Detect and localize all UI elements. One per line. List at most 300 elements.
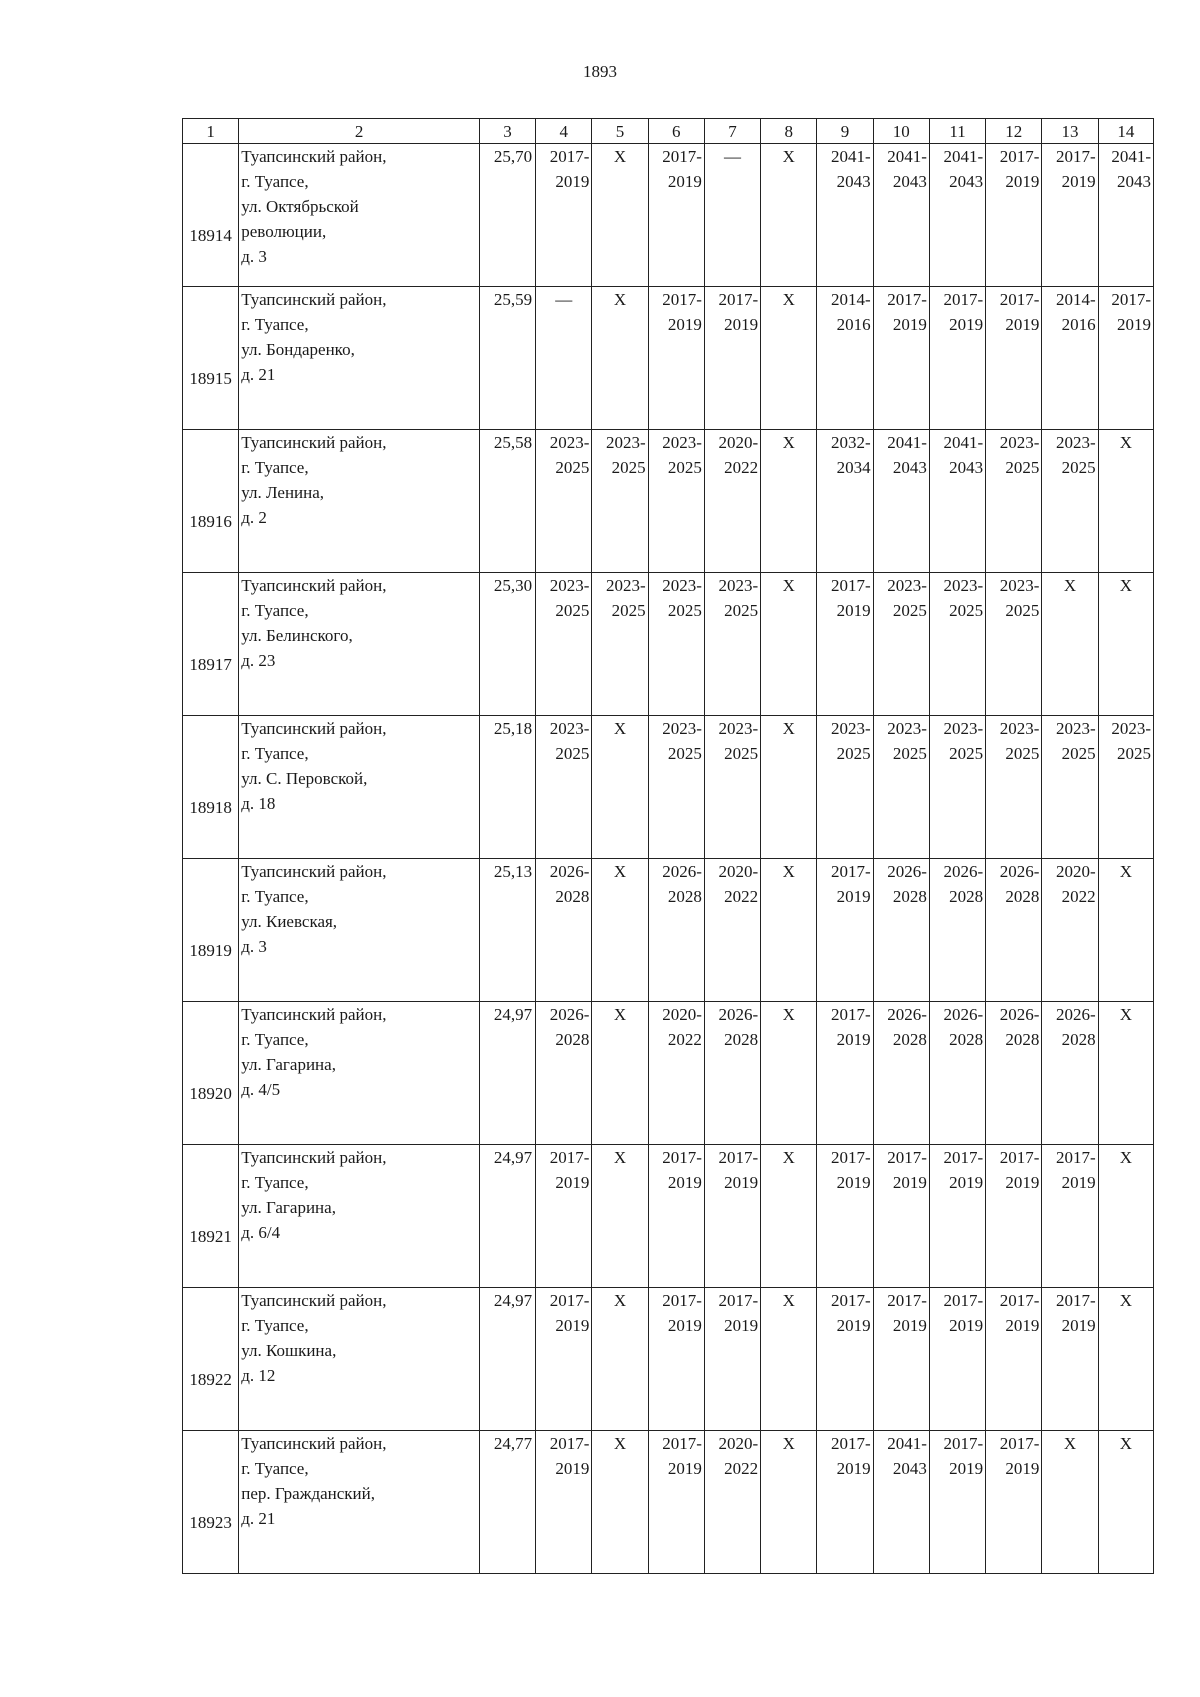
mark-cell: Х — [1098, 1145, 1153, 1288]
value-cell: 24,97 — [479, 1002, 535, 1145]
period-part: 2017- — [887, 1291, 927, 1310]
period-cell — [648, 287, 704, 430]
table-row — [183, 430, 1154, 573]
period-part: 2019 — [836, 1173, 871, 1192]
period-part: 2023- — [549, 433, 590, 452]
period-part: 2017- — [999, 147, 1040, 166]
period-part: 2041- — [943, 433, 984, 452]
mark-cell: Х — [761, 1288, 817, 1431]
period-cell — [704, 1288, 760, 1431]
period-part: 2023- — [718, 576, 759, 595]
period-cell — [873, 1288, 929, 1431]
period-part: 2025 — [1005, 744, 1040, 763]
period-part: 2023- — [1055, 433, 1096, 452]
period-part: 2019 — [1061, 172, 1096, 191]
period-part: 2017- — [830, 1005, 871, 1024]
address-line: д. 21 — [241, 1509, 276, 1528]
address-line: Туапсинский район, — [241, 1434, 387, 1453]
table-row — [183, 1002, 1154, 1145]
period-part: 2019 — [1061, 1316, 1096, 1335]
period-part: 2026- — [549, 1005, 590, 1024]
period-part: 2043 — [949, 172, 984, 191]
period-cell — [929, 287, 985, 430]
address-line: Туапсинский район, — [241, 433, 387, 452]
period-part: 2019 — [1005, 1316, 1040, 1335]
period-part: 2019 — [1005, 1173, 1040, 1192]
period-part: 2023- — [662, 433, 702, 452]
period-part: 2023- — [718, 719, 759, 738]
period-cell — [817, 716, 873, 859]
period-cell — [536, 430, 592, 573]
period-cell — [592, 430, 648, 573]
mark-cell: Х — [761, 716, 817, 859]
record-number-cell: 18919 — [183, 859, 239, 1002]
period-part: 2032- — [830, 433, 871, 452]
mark-cell: Х — [761, 1431, 817, 1574]
period-cell — [536, 859, 592, 1002]
page-number: 1893 — [583, 62, 617, 81]
period-cell — [704, 287, 760, 430]
period-part: 2023- — [887, 576, 927, 595]
period-part: 2017- — [999, 1148, 1040, 1167]
mark-cell: Х — [1098, 859, 1153, 1002]
period-part: 2020- — [718, 1434, 759, 1453]
period-part: 2023- — [549, 576, 590, 595]
period-part: 2020- — [718, 862, 759, 881]
period-part: 2043 — [949, 458, 984, 477]
mark-cell: Х — [761, 430, 817, 573]
period-part: 2017- — [943, 1291, 984, 1310]
period-part: 2041- — [943, 147, 984, 166]
table-body — [183, 144, 1154, 1574]
record-number-cell: 18918 — [183, 716, 239, 859]
period-cell — [986, 716, 1042, 859]
period-cell — [536, 1145, 592, 1288]
period-part: 2022 — [667, 1030, 702, 1049]
period-part: 2017- — [718, 1291, 759, 1310]
period-part: 2017- — [549, 1291, 590, 1310]
period-cell — [536, 144, 592, 287]
period-part: 2016 — [836, 315, 871, 334]
period-cell — [986, 1145, 1042, 1288]
period-cell — [929, 716, 985, 859]
column-header: 9 — [817, 119, 873, 144]
mark-cell: Х — [761, 144, 817, 287]
address-line: ул. Октябрьской — [241, 197, 359, 216]
period-part: 2025 — [724, 744, 759, 763]
mark-cell: — — [704, 144, 760, 287]
period-part: 2019 — [555, 1316, 590, 1335]
mark-cell: Х — [592, 287, 648, 430]
period-part: 2017- — [830, 862, 871, 881]
address-cell — [239, 859, 480, 1002]
period-cell — [648, 1145, 704, 1288]
period-cell — [1042, 716, 1098, 859]
period-part: 2019 — [555, 1459, 590, 1478]
period-cell — [536, 716, 592, 859]
period-part: 2017- — [662, 147, 702, 166]
period-part: 2041- — [1111, 147, 1151, 166]
column-header: 7 — [704, 119, 760, 144]
period-part: 2023- — [1111, 719, 1151, 738]
period-part: 2019 — [949, 1173, 984, 1192]
period-part: 2019 — [667, 315, 702, 334]
period-cell — [536, 1431, 592, 1574]
period-part: 2017- — [830, 1148, 871, 1167]
table-row — [183, 1288, 1154, 1431]
period-cell — [536, 1288, 592, 1431]
period-part: 2016 — [1061, 315, 1096, 334]
period-part: 2017- — [662, 1434, 702, 1453]
address-line: Туапсинский район, — [241, 1148, 387, 1167]
period-cell — [648, 1431, 704, 1574]
column-header: 11 — [929, 119, 985, 144]
address-line: революции, — [241, 222, 327, 241]
period-part: 2019 — [949, 315, 984, 334]
period-part: 2020- — [662, 1005, 702, 1024]
period-part: 2017- — [830, 576, 871, 595]
record-number-cell: 18916 — [183, 430, 239, 573]
period-cell — [929, 1145, 985, 1288]
period-part: 2017- — [1055, 1148, 1096, 1167]
address-line: д. 2 — [241, 508, 267, 527]
mark-cell: Х — [1098, 1431, 1153, 1574]
mark-cell: Х — [592, 144, 648, 287]
value-cell: 24,77 — [479, 1431, 535, 1574]
period-part: 2026- — [887, 862, 927, 881]
period-cell — [986, 1288, 1042, 1431]
period-part: 2019 — [724, 315, 759, 334]
record-number-cell: 18922 — [183, 1288, 239, 1431]
value-cell: 25,18 — [479, 716, 535, 859]
period-part: 2043 — [892, 172, 927, 191]
address-line: д. 3 — [241, 247, 267, 266]
period-cell — [986, 1002, 1042, 1145]
period-part: 2028 — [555, 1030, 590, 1049]
period-part: 2017- — [1111, 290, 1151, 309]
period-cell — [929, 1002, 985, 1145]
period-part: 2019 — [892, 1173, 927, 1192]
period-cell — [817, 1288, 873, 1431]
period-part: 2019 — [1061, 1173, 1096, 1192]
period-part: 2028 — [667, 887, 702, 906]
period-part: 2017- — [1055, 147, 1096, 166]
period-part: 2019 — [667, 1173, 702, 1192]
period-part: 2026- — [718, 1005, 759, 1024]
period-cell — [929, 430, 985, 573]
period-part: 2023- — [830, 719, 871, 738]
address-line: г. Туапсе, — [241, 1173, 309, 1192]
table-row — [183, 573, 1154, 716]
record-number-cell: 18917 — [183, 573, 239, 716]
period-part: 2023- — [605, 576, 646, 595]
period-cell — [592, 573, 648, 716]
table-row — [183, 716, 1154, 859]
address-line: г. Туапсе, — [241, 601, 309, 620]
period-part: 2019 — [836, 1459, 871, 1478]
address-line: Туапсинский район, — [241, 290, 387, 309]
period-part: 2025 — [1005, 601, 1040, 620]
period-cell — [648, 859, 704, 1002]
address-line: д. 6/4 — [241, 1223, 281, 1242]
address-cell — [239, 716, 480, 859]
column-header: 2 — [239, 119, 480, 144]
period-part: 2026- — [549, 862, 590, 881]
period-part: 2041- — [887, 433, 927, 452]
period-part: 2025 — [611, 458, 646, 477]
address-line: Туапсинский район, — [241, 1291, 387, 1310]
value-cell: 25,59 — [479, 287, 535, 430]
period-cell — [648, 573, 704, 716]
period-part: 2019 — [724, 1316, 759, 1335]
period-cell — [873, 144, 929, 287]
period-cell — [873, 859, 929, 1002]
period-cell — [704, 1145, 760, 1288]
period-cell — [536, 573, 592, 716]
address-cell — [239, 1431, 480, 1574]
period-part: 2026- — [999, 1005, 1040, 1024]
address-line: ул. С. Перовской, — [241, 769, 368, 788]
address-line: г. Туапсе, — [241, 458, 309, 477]
period-part: 2019 — [667, 172, 702, 191]
period-part: 2019 — [555, 1173, 590, 1192]
period-part: 2043 — [1117, 172, 1151, 191]
column-header: 10 — [873, 119, 929, 144]
period-cell — [873, 716, 929, 859]
period-part: 2017- — [549, 1434, 590, 1453]
period-cell — [704, 1431, 760, 1574]
period-cell — [1098, 716, 1153, 859]
address-cell — [239, 144, 480, 287]
period-cell — [648, 144, 704, 287]
period-cell — [1042, 1145, 1098, 1288]
period-part: 2017- — [887, 290, 927, 309]
mark-cell: Х — [761, 1002, 817, 1145]
period-part: 2023- — [999, 576, 1040, 595]
address-line: Туапсинский район, — [241, 576, 387, 595]
mark-cell: Х — [592, 1002, 648, 1145]
period-part: 2023- — [605, 433, 646, 452]
period-cell — [873, 573, 929, 716]
address-line: пер. Гражданский, — [241, 1484, 375, 1503]
table-row — [183, 144, 1154, 287]
period-part: 2019 — [836, 887, 871, 906]
period-part: 2026- — [943, 862, 984, 881]
period-part: 2043 — [892, 1459, 927, 1478]
period-cell — [986, 430, 1042, 573]
period-part: 2028 — [1005, 887, 1040, 906]
period-cell — [817, 287, 873, 430]
address-line: ул. Бондаренко, — [241, 340, 355, 359]
record-number-cell: 18914 — [183, 144, 239, 287]
period-part: 2017- — [830, 1291, 871, 1310]
period-cell — [986, 287, 1042, 430]
period-part: 2025 — [1061, 744, 1096, 763]
period-cell — [817, 859, 873, 1002]
period-part: 2019 — [949, 1316, 984, 1335]
period-cell — [817, 1145, 873, 1288]
period-cell — [1042, 144, 1098, 287]
mark-cell: Х — [592, 1288, 648, 1431]
period-part: 2019 — [1005, 315, 1040, 334]
period-cell — [648, 1288, 704, 1431]
table-row — [183, 859, 1154, 1002]
column-header: 5 — [592, 119, 648, 144]
column-header: 1 — [183, 119, 239, 144]
value-cell: 25,13 — [479, 859, 535, 1002]
period-cell — [1098, 144, 1153, 287]
mark-cell: Х — [761, 287, 817, 430]
mark-cell: — — [536, 287, 592, 430]
table-row — [183, 1431, 1154, 1574]
period-part: 2023- — [999, 433, 1040, 452]
period-part: 2019 — [892, 1316, 927, 1335]
period-part: 2022 — [724, 458, 759, 477]
value-cell: 24,97 — [479, 1145, 535, 1288]
period-cell — [986, 573, 1042, 716]
address-cell — [239, 573, 480, 716]
period-part: 2028 — [892, 1030, 927, 1049]
column-header: 6 — [648, 119, 704, 144]
period-part: 2019 — [555, 172, 590, 191]
period-part: 2017- — [549, 1148, 590, 1167]
address-line: ул. Гагарина, — [241, 1055, 336, 1074]
period-part: 2017- — [943, 1434, 984, 1453]
mark-cell: Х — [1042, 1431, 1098, 1574]
period-cell — [929, 859, 985, 1002]
record-number-cell: 18920 — [183, 1002, 239, 1145]
period-part: 2025 — [1061, 458, 1096, 477]
period-cell — [873, 287, 929, 430]
value-cell: 25,30 — [479, 573, 535, 716]
period-part: 2025 — [836, 744, 871, 763]
period-cell — [1042, 287, 1098, 430]
period-part: 2014- — [830, 290, 871, 309]
period-part: 2026- — [943, 1005, 984, 1024]
mark-cell: Х — [592, 716, 648, 859]
mark-cell: Х — [592, 1431, 648, 1574]
period-part: 2019 — [667, 1459, 702, 1478]
period-cell — [704, 430, 760, 573]
address-line: ул. Ленина, — [241, 483, 325, 502]
period-part: 2017- — [662, 290, 702, 309]
address-cell — [239, 1145, 480, 1288]
period-cell — [1042, 1288, 1098, 1431]
period-part: 2025 — [892, 744, 927, 763]
period-part: 2017- — [1055, 1291, 1096, 1310]
period-part: 2023- — [943, 719, 984, 738]
period-cell — [986, 144, 1042, 287]
record-number-cell: 18921 — [183, 1145, 239, 1288]
period-part: 2028 — [949, 1030, 984, 1049]
mark-cell: Х — [761, 573, 817, 716]
table-row — [183, 287, 1154, 430]
column-header: 13 — [1042, 119, 1098, 144]
period-part: 2019 — [836, 1316, 871, 1335]
period-part: 2017- — [830, 1434, 871, 1453]
period-part: 2022 — [724, 1459, 759, 1478]
address-line: г. Туапсе, — [241, 744, 309, 763]
period-cell — [873, 1145, 929, 1288]
period-part: 2023- — [1055, 719, 1096, 738]
period-part: 2020- — [1055, 862, 1096, 881]
period-part: 2019 — [836, 601, 871, 620]
period-part: 2017- — [662, 1291, 702, 1310]
period-part: 2043 — [892, 458, 927, 477]
period-part: 2041- — [830, 147, 871, 166]
period-cell — [817, 1431, 873, 1574]
header-row — [183, 119, 1154, 144]
period-part: 2023- — [662, 576, 702, 595]
mark-cell: Х — [1042, 573, 1098, 716]
mark-cell: Х — [1098, 1288, 1153, 1431]
period-part: 2025 — [555, 458, 590, 477]
period-cell — [648, 716, 704, 859]
mark-cell: Х — [1098, 1002, 1153, 1145]
address-line: д. 3 — [241, 937, 267, 956]
period-part: 2025 — [667, 458, 702, 477]
column-header: 12 — [986, 119, 1042, 144]
period-cell — [929, 1431, 985, 1574]
address-line: д. 23 — [241, 651, 276, 670]
period-part: 2025 — [667, 601, 702, 620]
column-header: 4 — [536, 119, 592, 144]
column-header: 14 — [1098, 119, 1153, 144]
period-part: 2019 — [1005, 172, 1040, 191]
period-part: 2028 — [892, 887, 927, 906]
address-line: ул. Гагарина, — [241, 1198, 336, 1217]
period-cell — [986, 859, 1042, 1002]
period-cell — [704, 573, 760, 716]
register-table-container — [182, 118, 1154, 1585]
address-line: д. 12 — [241, 1366, 276, 1385]
period-part: 2022 — [1061, 887, 1096, 906]
period-part: 2019 — [724, 1173, 759, 1192]
column-header: 3 — [479, 119, 535, 144]
period-part: 2025 — [667, 744, 702, 763]
value-cell: 24,97 — [479, 1288, 535, 1431]
period-cell — [817, 573, 873, 716]
period-part: 2028 — [949, 887, 984, 906]
period-part: 2026- — [887, 1005, 927, 1024]
period-part: 2023- — [943, 576, 984, 595]
period-cell — [929, 144, 985, 287]
period-part: 2028 — [555, 887, 590, 906]
address-cell — [239, 1288, 480, 1431]
period-part: 2019 — [836, 1030, 871, 1049]
period-part: 2025 — [724, 601, 759, 620]
mark-cell: Х — [592, 859, 648, 1002]
period-part: 2023- — [549, 719, 590, 738]
period-part: 2022 — [724, 887, 759, 906]
address-line: д. 4/5 — [241, 1080, 281, 1099]
period-part: 2025 — [892, 601, 927, 620]
period-part: 2034 — [836, 458, 871, 477]
address-cell — [239, 1002, 480, 1145]
period-part: 2025 — [949, 744, 984, 763]
period-part: 2025 — [1005, 458, 1040, 477]
period-part: 2019 — [892, 315, 927, 334]
period-part: 2028 — [1061, 1030, 1096, 1049]
address-line: г. Туапсе, — [241, 172, 309, 191]
period-cell — [1042, 1002, 1098, 1145]
period-cell — [929, 1288, 985, 1431]
period-cell — [1098, 287, 1153, 430]
period-part: 2017- — [943, 1148, 984, 1167]
period-cell — [873, 430, 929, 573]
period-part: 2017- — [718, 290, 759, 309]
address-line: ул. Белинского, — [241, 626, 353, 645]
